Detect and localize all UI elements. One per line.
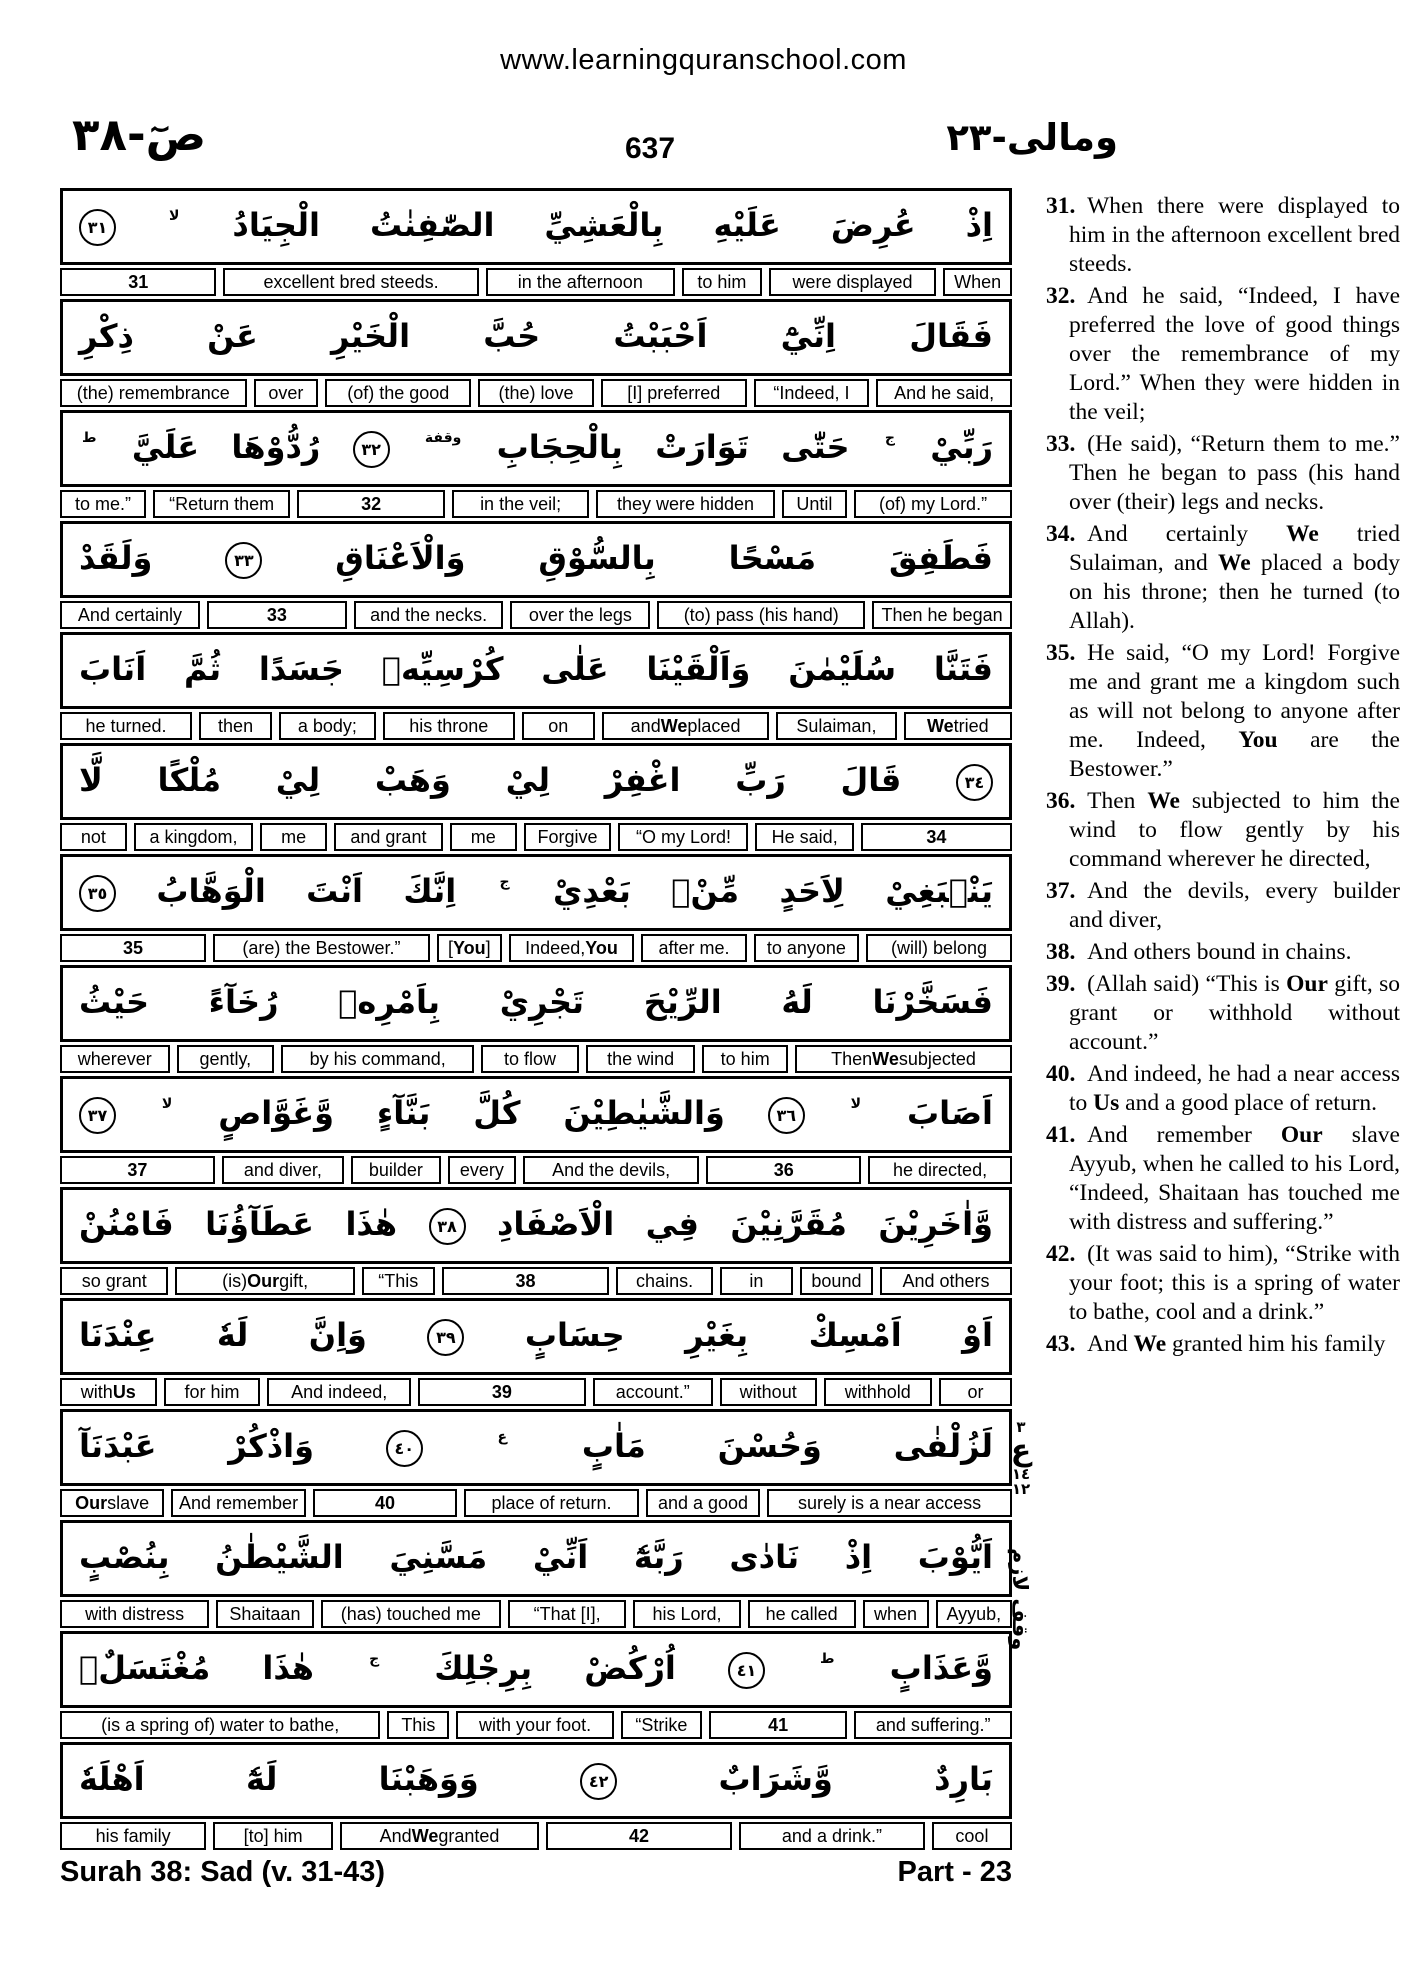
arabic-line: فَسَخَّرْنَا لَهُ الرِّيْحَ تَجْرِيْ بِاَمْرِهٖ رُخَآءً حَيْثُ bbox=[60, 965, 1012, 1042]
verse-number: 35. bbox=[1046, 640, 1076, 666]
verse-number: 34. bbox=[1046, 521, 1076, 547]
verse-paragraph: 40. And indeed, he had a near access to Us and a good place of return. bbox=[1046, 1061, 1400, 1116]
arabic-line: اَوْ اَمْسِكْ بِغَيْرِ حِسَابٍ ٣٩ وَاِنَّ لَهٗ عِنْدَنَا bbox=[60, 1298, 1012, 1375]
arabic-line: فَقَالَ اِنِّيْٓ اَحْبَبْتُ حُبَّ الْخَيْرِ عَنْ ذِكْرِ bbox=[60, 299, 1012, 376]
word-translation-cell: builder bbox=[351, 1156, 441, 1184]
word-translation-cell: me bbox=[260, 823, 327, 851]
word-translation-cell: (is a spring of) water to bathe, bbox=[60, 1711, 380, 1739]
word-translation-cell: (are) the Bestower.” bbox=[213, 934, 430, 962]
verse-paragraph: 32. And he said, “Indeed, I have preferred the love of good things over the remembrance of my Lord.” When they were hidden in the veil; bbox=[1046, 283, 1400, 425]
word-translation-cell: his Lord, bbox=[633, 1600, 741, 1628]
word-translation-cell: when bbox=[863, 1600, 929, 1628]
word-translation-cell: Our slave bbox=[60, 1489, 164, 1517]
verse-paragraph: 37. And the devils, every builder and diver, bbox=[1046, 878, 1400, 933]
word-translation-cell: (is) Our gift, bbox=[175, 1267, 354, 1295]
footer-part-label: Part - 23 bbox=[897, 1856, 1012, 1888]
word-translation-cell: to me.” bbox=[60, 490, 146, 518]
ayah-number-badge: ٣٨ bbox=[429, 1208, 466, 1245]
word-translation-cell: his throne bbox=[383, 712, 515, 740]
word-translation-cell: 38 bbox=[442, 1267, 609, 1295]
word-translation-cell: so grant bbox=[60, 1267, 168, 1295]
word-translation-cell: account.” bbox=[593, 1378, 713, 1406]
arabic-line: وَّعَذَابٍ $^ط$ ٤١ اُرْكُضْ بِرِجْلِكَ $^ج$ هٰذَا مُغْتَسَلٌۢ bbox=[60, 1631, 1012, 1708]
pause-mark: لا bbox=[850, 1096, 862, 1112]
verse-paragraph: 43. And We granted him his family bbox=[1046, 1331, 1386, 1357]
translation-row bbox=[60, 1378, 1012, 1406]
pause-mark: لا bbox=[168, 208, 180, 224]
word-translation-cell: 34 bbox=[861, 823, 1012, 851]
word-translation-cell: 33 bbox=[207, 601, 347, 629]
word-translation-cell: in bbox=[720, 1267, 793, 1295]
pause-mark: ج bbox=[499, 874, 510, 890]
pause-mark: ع bbox=[497, 1429, 508, 1445]
word-translation-cell: place of return. bbox=[464, 1489, 639, 1517]
pause-mark: ج bbox=[884, 430, 895, 446]
word-translation-cell: withhold bbox=[824, 1378, 932, 1406]
verse-paragraph: 42. (It was said to him), “Strike with your foot; this is a spring of water to bathe, cool and a drink.” bbox=[1046, 1241, 1400, 1325]
verse-number: 39. bbox=[1046, 971, 1076, 997]
page-number: 637 bbox=[624, 132, 676, 165]
ruku-juz-count: ١٢ bbox=[1011, 1480, 1031, 1498]
verse-number: 41. bbox=[1046, 1122, 1076, 1148]
verse-number: 40. bbox=[1046, 1061, 1076, 1087]
arabic-line: يَنْۢبَغِيْ لِاَحَدٍ مِّنْۢ بَعْدِيْ $^ج$ اِنَّكَ اَنْتَ الْوَهَّابُ ٣٥ bbox=[60, 854, 1012, 931]
word-translation-cell: every bbox=[448, 1156, 516, 1184]
verse-paragraph: 39. (Allah said) “This is Our gift, so grant or withhold without account.” bbox=[1046, 971, 1401, 1055]
ain-ruku-icon: ع bbox=[1010, 1433, 1032, 1468]
word-translation-cell: without bbox=[720, 1378, 817, 1406]
page-footer bbox=[60, 1856, 1012, 1889]
footer-surah-label: Surah 38: Sad (v. 31-43) bbox=[60, 1856, 386, 1888]
word-translation-cell: “This bbox=[362, 1267, 435, 1295]
word-translation-cell: (the) love bbox=[478, 379, 594, 407]
translation-row bbox=[60, 1489, 1012, 1517]
word-translation-cell: surely is a near access bbox=[767, 1489, 1012, 1517]
ayah-number-badge: ٣٤ bbox=[956, 764, 993, 801]
word-translation-cell: me bbox=[450, 823, 517, 851]
word-translation-cell: Indeed, You bbox=[509, 934, 635, 962]
word-translation-cell: “O my Lord! bbox=[618, 823, 748, 851]
word-translation-cell: And We granted bbox=[340, 1822, 539, 1850]
translation-row bbox=[60, 601, 1012, 629]
translation-row bbox=[60, 1045, 1012, 1073]
word-translation-cell: bound bbox=[800, 1267, 873, 1295]
arabic-line: لَزُلْفٰى وَحُسْنَ مَاٰبٍ $^ع$ ٤٠ وَاذْكُرْ عَبْدَنَآ bbox=[60, 1409, 1012, 1486]
verse-paragraph: 35. He said, “O my Lord! Forgive me and grant me a kingdom such as will not belong to anyone after me. Indeed, You are the Bestower.” bbox=[1046, 640, 1400, 782]
word-translation-cell: When bbox=[943, 268, 1012, 296]
translation-row bbox=[60, 490, 1012, 518]
ruku-ayah-count: ١٤ bbox=[1011, 1465, 1031, 1483]
word-translation-cell: gently, bbox=[177, 1045, 275, 1073]
translation-row bbox=[60, 1711, 1012, 1739]
word-translation-cell: This bbox=[387, 1711, 449, 1739]
word-translation-cell: Until bbox=[782, 490, 847, 518]
word-translation-cell: in the afternoon bbox=[486, 268, 675, 296]
arabic-line: فَتَنَّا سُلَيْمٰنَ وَاَلْقَيْنَا عَلٰى كُرْسِيِّهٖ جَسَدًا ثُمَّ اَنَابَ bbox=[60, 632, 1012, 709]
word-translation-cell: he directed, bbox=[868, 1156, 1012, 1184]
arabic-line: بَارِدٌ وَّشَرَابٌ ٤٢ وَوَهَبْنَا لَهٗٓ اَهْلَهٗ bbox=[60, 1742, 1012, 1819]
word-translation-cell: he turned. bbox=[60, 712, 192, 740]
word-translation-cell: 37 bbox=[60, 1156, 215, 1184]
word-translation-cell: and the necks. bbox=[354, 601, 504, 629]
verse-number: 37. bbox=[1046, 878, 1076, 904]
word-translation-cell: And indeed, bbox=[267, 1378, 411, 1406]
verse-paragraph: 36. Then We subjected to him the wind to flow gently by his command wherever he directed, bbox=[1046, 788, 1400, 872]
arabic-line: ٣٤ قَالَ رَبِّ اغْفِرْ لِيْ وَهَبْ لِيْ مُلْكًا لَّا bbox=[60, 743, 1012, 820]
arabic-line: اَيُّوْبَ اِذْ نَادٰى رَبَّهٗٓ اَنِّيْ مَسَّنِيَ الشَّيْطٰنُ بِنُصْبٍ bbox=[60, 1520, 1012, 1597]
word-translation-cell: “Strike bbox=[621, 1711, 702, 1739]
ayah-number-badge: ٤٢ bbox=[580, 1763, 617, 1800]
word-translation-cell: 31 bbox=[60, 268, 216, 296]
verse-paragraph: 34. And certainly We tried Sulaiman, and We placed a body on his throne; then he turned (to Allah). bbox=[1046, 521, 1400, 634]
ayah-number-badge: ٣٥ bbox=[79, 875, 116, 912]
word-translation-cell: and We placed bbox=[602, 712, 769, 740]
word-translation-cell: with your foot. bbox=[456, 1711, 614, 1739]
word-translation-cell: a body; bbox=[279, 712, 376, 740]
word-translation-cell: and a drink.” bbox=[739, 1822, 925, 1850]
ruku-margin-mark bbox=[996, 1420, 1046, 1497]
word-translation-cell: And certainly bbox=[60, 601, 200, 629]
word-translation-cell: [ You ] bbox=[437, 934, 502, 962]
ayah-number-badge: ٣٧ bbox=[79, 1097, 116, 1134]
translation-row bbox=[60, 1267, 1012, 1295]
pause-mark: لا bbox=[161, 1096, 173, 1112]
word-translation-cell: He said, bbox=[755, 823, 853, 851]
ayah-number-badge: ٤١ bbox=[728, 1652, 765, 1689]
word-translation-cell: (of) my Lord.” bbox=[854, 490, 1012, 518]
arabic-line: اِذْ عُرِضَ عَلَيْهِ بِالْعَشِيِّ الصّٰفِنٰتُ الْجِيَادُ $^{لا}$ ٣١ bbox=[60, 188, 1012, 265]
word-translation-cell: (to) pass (his hand) bbox=[657, 601, 865, 629]
translation-row bbox=[60, 1822, 1012, 1850]
word-translation-cell: after me. bbox=[641, 934, 746, 962]
word-translation-cell: [I] preferred bbox=[601, 379, 747, 407]
word-translation-cell: they were hidden bbox=[596, 490, 774, 518]
word-translation-cell: in the veil; bbox=[452, 490, 589, 518]
word-translation-cell: (of) the good bbox=[325, 379, 471, 407]
word-translation-cell: a kingdom, bbox=[134, 823, 253, 851]
word-translation-cell: (has) touched me bbox=[321, 1600, 502, 1628]
word-translation-cell: not bbox=[60, 823, 127, 851]
pause-mark: ط bbox=[820, 1651, 835, 1667]
ayah-number-badge: ٣٦ bbox=[768, 1097, 805, 1134]
ayah-number-badge: ٣٢ bbox=[353, 431, 390, 468]
word-translation-cell: then bbox=[199, 712, 272, 740]
word-translation-cell: “That [I], bbox=[508, 1600, 626, 1628]
pause-mark: وقفة bbox=[424, 430, 462, 446]
word-translation-cell: And he said, bbox=[876, 379, 1012, 407]
word-translation-cell: and suffering.” bbox=[854, 1711, 1012, 1739]
word-translation-cell: to him bbox=[682, 268, 762, 296]
pause-mark: ج bbox=[369, 1651, 380, 1667]
verse-number: 43. bbox=[1046, 1331, 1076, 1357]
waqf-lazim-mark: وقف لازم bbox=[1008, 1548, 1032, 1651]
word-translation-cell: Shaitaan bbox=[216, 1600, 313, 1628]
word-translation-cell: and grant bbox=[334, 823, 443, 851]
word-translation-cell: 32 bbox=[297, 490, 445, 518]
juz-arabic-label: ومالى-٢٣ bbox=[946, 116, 1118, 159]
word-translation-cell: to flow bbox=[481, 1045, 579, 1073]
word-translation-cell: on bbox=[522, 712, 595, 740]
verse-number: 32. bbox=[1046, 283, 1076, 309]
word-translation-cell: Sulaiman, bbox=[776, 712, 896, 740]
ayah-number-badge: ٣١ bbox=[79, 209, 116, 246]
word-translation-cell: for him bbox=[164, 1378, 261, 1406]
ayah-number-badge: ٤٠ bbox=[386, 1430, 423, 1467]
translation-row bbox=[60, 934, 1012, 962]
word-translation-cell: with distress bbox=[60, 1600, 209, 1628]
word-translation-cell: his family bbox=[60, 1822, 206, 1850]
word-translation-cell: “Return them bbox=[153, 490, 290, 518]
verse-number: 33. bbox=[1046, 431, 1076, 457]
verse-paragraph: 31. When there were displayed to him in the afternoon excellent bred steeds. bbox=[1046, 193, 1400, 277]
site-url: www.learningquranschool.com bbox=[500, 44, 907, 76]
word-translation-cell: Then he began bbox=[872, 601, 1012, 629]
word-translation-cell: or bbox=[939, 1378, 1012, 1406]
word-translation-cell: 36 bbox=[706, 1156, 861, 1184]
word-translation-cell: and diver, bbox=[222, 1156, 344, 1184]
word-translation-cell: chains. bbox=[616, 1267, 713, 1295]
word-translation-cell: 41 bbox=[709, 1711, 847, 1739]
arabic-line: رَبِّيْ $^ج$ حَتّٰى تَوَارَتْ بِالْحِجَابِ $^{وقفة}$ ٣٢ رُدُّوْهَا عَلَيَّ $^ط$ bbox=[60, 410, 1012, 487]
word-translation-cell: “Indeed, I bbox=[754, 379, 870, 407]
word-translation-cell: and a good bbox=[646, 1489, 760, 1517]
verse-number: 36. bbox=[1046, 788, 1076, 814]
word-translation-cell: by his command, bbox=[281, 1045, 474, 1073]
arabic-line: فَطَفِقَ مَسْحًا بِالسُّوْقِ وَالْاَعْنَاقِ ٣٣ وَلَقَدْ bbox=[60, 521, 1012, 598]
word-translation-cell: were displayed bbox=[769, 268, 936, 296]
word-translation-cell: Forgive bbox=[524, 823, 612, 851]
word-translation-cell: with Us bbox=[60, 1378, 157, 1406]
translation-row bbox=[60, 1600, 1012, 1628]
word-translation-cell: cool bbox=[932, 1822, 1012, 1850]
word-by-word-table bbox=[60, 188, 1012, 1853]
verse-paragraph: 41. And remember Our slave Ayyub, when he called to his Lord, “Indeed, Shaitaan has touched me with distress and suffering.” bbox=[1046, 1122, 1400, 1235]
ayah-number-badge: ٣٣ bbox=[225, 542, 262, 579]
word-translation-cell: 42 bbox=[546, 1822, 732, 1850]
word-translation-cell: over the legs bbox=[510, 601, 650, 629]
arabic-line: وَّاٰخَرِيْنَ مُقَرَّنِيْنَ فِي الْاَصْفَادِ ٣٨ هٰذَا عَطَآؤُنَا فَامْنُنْ bbox=[60, 1187, 1012, 1264]
arabic-line: اَصَابَ $^{لا}$ ٣٦ وَالشَّيٰطِيْنَ كُلَّ بَنَّآءٍ وَّغَوَّاصٍ $^{لا}$ ٣٧ bbox=[60, 1076, 1012, 1153]
word-translation-cell: (will) belong bbox=[866, 934, 1012, 962]
word-translation-cell: And remember bbox=[171, 1489, 305, 1517]
translation-row bbox=[60, 268, 1012, 296]
verse-number: 31. bbox=[1046, 193, 1076, 219]
ayah-number-badge: ٣٩ bbox=[427, 1319, 464, 1356]
word-translation-cell: over bbox=[254, 379, 319, 407]
word-translation-cell: the wind bbox=[586, 1045, 696, 1073]
verse-paragraph: 38. And others bound in chains. bbox=[1046, 939, 1352, 965]
word-translation-cell: We tried bbox=[904, 712, 1012, 740]
word-translation-cell: wherever bbox=[60, 1045, 170, 1073]
translation-row bbox=[60, 1156, 1012, 1184]
translation-row bbox=[60, 823, 1012, 851]
verse-number: 42. bbox=[1046, 1241, 1076, 1267]
ruku-count: ٣ bbox=[1016, 1418, 1026, 1436]
word-translation-cell: [to] him bbox=[213, 1822, 333, 1850]
translation-row bbox=[60, 379, 1012, 407]
word-translation-cell: And the devils, bbox=[523, 1156, 699, 1184]
word-translation-cell: to him bbox=[702, 1045, 788, 1073]
word-translation-cell: Then We subjected bbox=[795, 1045, 1012, 1073]
translation-column bbox=[1046, 192, 1400, 1362]
word-translation-cell: Ayyub, bbox=[936, 1600, 1012, 1628]
word-translation-cell: (the) remembrance bbox=[60, 379, 247, 407]
word-translation-cell: And others bbox=[880, 1267, 1012, 1295]
verse-number: 38. bbox=[1046, 939, 1076, 965]
pause-mark: ط bbox=[82, 430, 97, 446]
word-translation-cell: 40 bbox=[313, 1489, 457, 1517]
translation-row bbox=[60, 712, 1012, 740]
word-translation-cell: 35 bbox=[60, 934, 206, 962]
word-translation-cell: excellent bred steeds. bbox=[223, 268, 478, 296]
word-translation-cell: he called bbox=[748, 1600, 856, 1628]
word-translation-cell: 39 bbox=[418, 1378, 585, 1406]
surah-arabic-label: صٓ-٣٨ bbox=[72, 108, 207, 161]
word-translation-cell: to anyone bbox=[754, 934, 859, 962]
verse-paragraph: 33. (He said), “Return them to me.” Then he began to pass (his hand over (their) legs and necks. bbox=[1046, 431, 1400, 515]
